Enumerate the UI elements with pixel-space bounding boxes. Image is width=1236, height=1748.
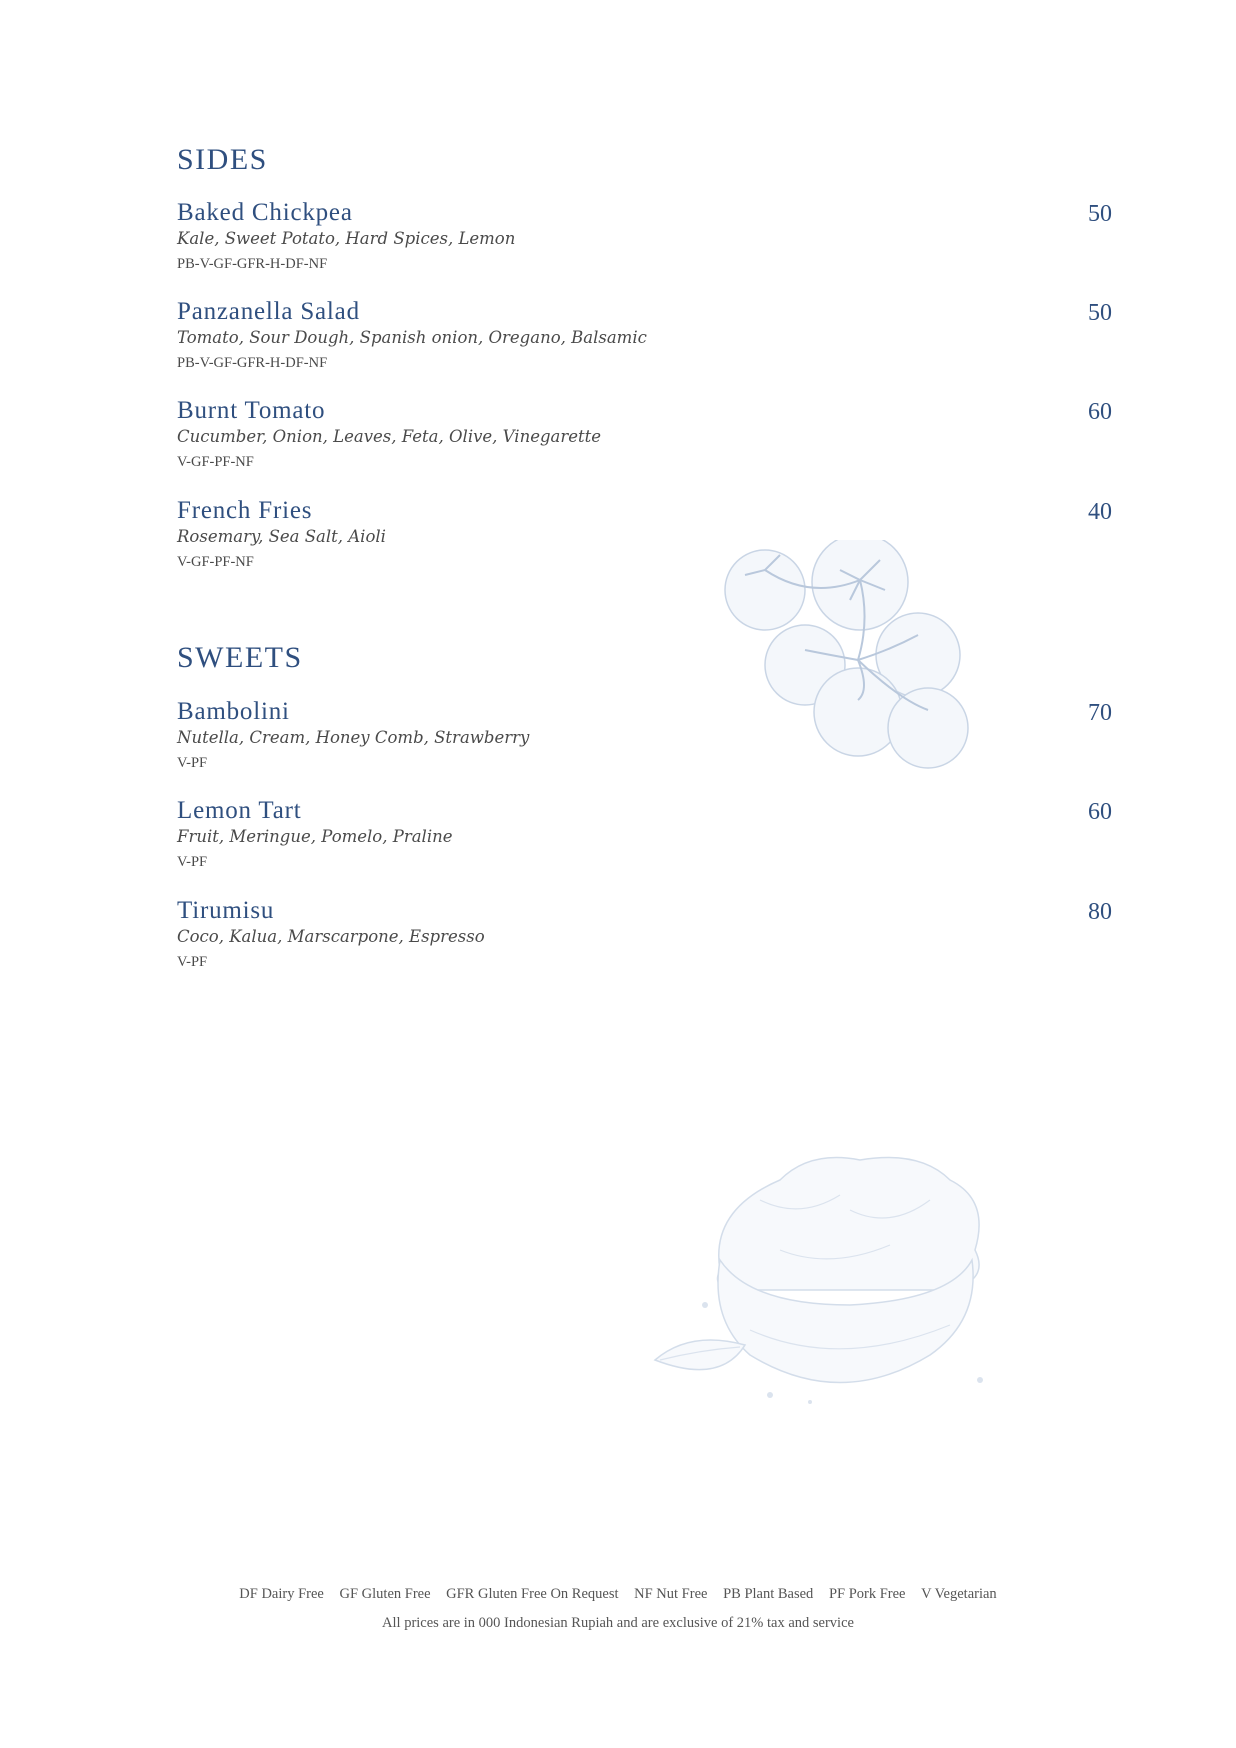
item-price: 40 [1088,499,1112,525]
legend-entry: PB Plant Based [723,1586,814,1602]
item-price: 70 [1088,700,1112,726]
item-dietary-tags: V-PF [177,954,208,970]
item-description: Nutella, Cream, Honey Comb, Strawberry [177,728,530,747]
dietary-legend [0,1586,1236,1603]
item-name: Panzanella Salad [177,298,360,325]
item-dietary-tags: PB-V-GF-GFR-H-DF-NF [177,355,328,371]
item-dietary-tags: PB-V-GF-GFR-H-DF-NF [177,256,328,272]
item-price: 60 [1088,799,1112,825]
item-description: Coco, Kalua, Marscarpone, Espresso [177,927,485,946]
item-description: Cucumber, Onion, Leaves, Feta, Olive, Vinegarette [177,427,602,446]
legend-entry: PF Pork Free [828,1586,906,1602]
item-description: Fruit, Meringue, Pomelo, Praline [177,827,453,846]
legend-entry: V Vegetarian [921,1586,997,1602]
menu-item [177,298,1112,378]
item-description: Kale, Sweet Potato, Hard Spices, Lemon [177,229,516,248]
item-name: Bambolini [177,698,290,725]
item-dietary-tags: V-GF-PF-NF [177,554,254,570]
menu-item [177,897,1112,977]
item-name: Baked Chickpea [177,199,353,226]
legend-entry: NF Nut Free [634,1586,708,1602]
item-dietary-tags: V-GF-PF-NF [177,454,254,470]
item-dietary-tags: V-PF [177,755,208,771]
item-description: Rosemary, Sea Salt, Aioli [177,527,386,546]
legend-entry: GFR Gluten Free On Request [446,1586,619,1602]
menu-item [177,397,1112,477]
cream-bowl-icon [650,1140,1030,1410]
item-dietary-tags: V-PF [177,854,208,870]
menu-item [177,199,1112,279]
item-name: French Fries [177,497,313,524]
menu-item [177,497,1112,577]
item-name: Burnt Tomato [177,397,326,424]
item-description: Tomato, Sour Dough, Spanish onion, Oregano, Balsamic [177,328,647,347]
section-title-sweets: SWEETS [177,641,303,674]
menu-item [177,698,1112,778]
item-price: 80 [1088,899,1112,925]
item-price: 50 [1088,201,1112,227]
menu-item [177,797,1112,877]
section-title-sides: SIDES [177,143,268,176]
item-price: 60 [1088,399,1112,425]
price-footnote: All prices are in 000 Indonesian Rupiah and are exclusive of 21% tax and service [382,1615,854,1631]
item-price: 50 [1088,300,1112,326]
legend-entry: DF Dairy Free [239,1586,324,1602]
item-name: Tirumisu [177,897,275,924]
item-name: Lemon Tart [177,797,302,824]
legend-entry: GF Gluten Free [339,1586,431,1602]
